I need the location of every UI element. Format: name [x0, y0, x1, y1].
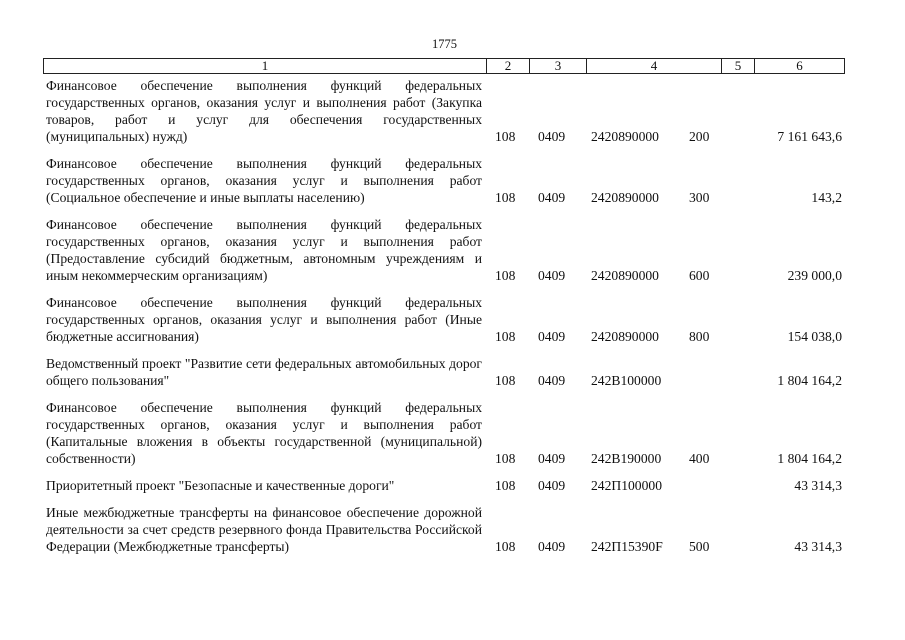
- row-col-4: 242В100000: [591, 373, 662, 388]
- row-amount: 43 314,3: [794, 478, 842, 493]
- row-col-2: 108: [495, 478, 516, 493]
- page-number: 1775: [432, 37, 457, 51]
- row-description: Финансовое обеспечение выполнения функций федеральных государственных органов, оказания услуг и выполнения работ (Социальное обеспечение и иные выплаты населению): [46, 156, 482, 205]
- header-col-2: 2: [487, 59, 530, 73]
- row-col-2: 108: [495, 373, 516, 388]
- row-description: Приоритетный проект "Безопасные и качественные дороги": [46, 478, 395, 493]
- row-col-3: 0409: [538, 451, 566, 466]
- row-col-5: 400: [689, 451, 710, 466]
- table-row: [46, 477, 846, 494]
- row-col-4: 242П15390F: [591, 539, 663, 554]
- row-col-3: 0409: [538, 539, 566, 554]
- row-amount: 143,2: [811, 190, 842, 205]
- row-amount: 7 161 643,6: [777, 129, 842, 144]
- table-row: [46, 216, 846, 284]
- table-row: [46, 77, 846, 145]
- table-body: [46, 77, 846, 565]
- row-col-2: 108: [495, 539, 516, 554]
- header-col-5: 5: [722, 59, 755, 73]
- table-row: [46, 294, 846, 345]
- row-col-2: 108: [495, 268, 516, 283]
- row-col-4: 2420890000: [591, 190, 659, 205]
- row-col-2: 108: [495, 451, 516, 466]
- row-col-3: 0409: [538, 373, 566, 388]
- row-col-3: 0409: [538, 190, 566, 205]
- row-col-4: 2420890000: [591, 129, 659, 144]
- row-col-4: 2420890000: [591, 329, 659, 344]
- row-col-2: 108: [495, 129, 516, 144]
- row-col-4: 242В190000: [591, 451, 662, 466]
- row-col-5: 800: [689, 329, 710, 344]
- header-col-3: 3: [530, 59, 587, 73]
- table-row: [46, 355, 846, 389]
- row-amount: 1 804 164,2: [777, 451, 842, 466]
- row-description: Финансовое обеспечение выполнения функций федеральных государственных органов, оказания услуг и выполнения работ (Иные бюджетные ассигнования): [46, 295, 482, 344]
- table-header: [43, 58, 845, 74]
- row-amount: 154 038,0: [787, 329, 842, 344]
- row-amount: 1 804 164,2: [777, 373, 842, 388]
- header-col-4: 4: [587, 59, 722, 73]
- row-col-5: 500: [689, 539, 710, 554]
- row-amount: 239 000,0: [787, 268, 842, 283]
- table-row: [46, 399, 846, 467]
- row-description: Иные межбюджетные трансферты на финансовое обеспечение дорожной деятельности за счет средств резервного фонда Правительства Российской Федерации (Межбюджетные трансферты): [46, 505, 482, 554]
- row-amount: 43 314,3: [794, 539, 842, 554]
- row-col-5: 300: [689, 190, 710, 205]
- table-row: [46, 155, 846, 206]
- row-col-3: 0409: [538, 329, 566, 344]
- row-description: Финансовое обеспечение выполнения функций федеральных государственных органов, оказания услуг и выполнения работ (Капитальные вложения в объекты государственной (муниципальной) собственности): [46, 400, 482, 466]
- row-col-3: 0409: [538, 478, 566, 493]
- header-col-6: 6: [796, 58, 803, 73]
- row-col-4: 242П100000: [591, 478, 662, 493]
- row-col-4: 2420890000: [591, 268, 659, 283]
- row-description: Финансовое обеспечение выполнения функций федеральных государственных органов, оказания услуг и выполнения работ (Закупка товаров, работ и услуг для обеспечения государственных (муниципальных) нужд): [46, 78, 482, 144]
- header-col-1: 1: [44, 59, 487, 73]
- table-row: [46, 504, 846, 555]
- row-description: Финансовое обеспечение выполнения функций федеральных государственных органов, оказания услуг и выполнения работ (Предоставление субсидий бюджетным, автономным учреждениям и иным некоммерческим организациям): [46, 217, 482, 283]
- row-col-3: 0409: [538, 268, 566, 283]
- row-col-2: 108: [495, 190, 516, 205]
- row-col-5: 200: [689, 129, 710, 144]
- row-col-2: 108: [495, 329, 516, 344]
- row-col-3: 0409: [538, 129, 566, 144]
- row-description: Ведомственный проект "Развитие сети федеральных автомобильных дорог общего пользования": [46, 356, 482, 388]
- row-col-5: 600: [689, 268, 710, 283]
